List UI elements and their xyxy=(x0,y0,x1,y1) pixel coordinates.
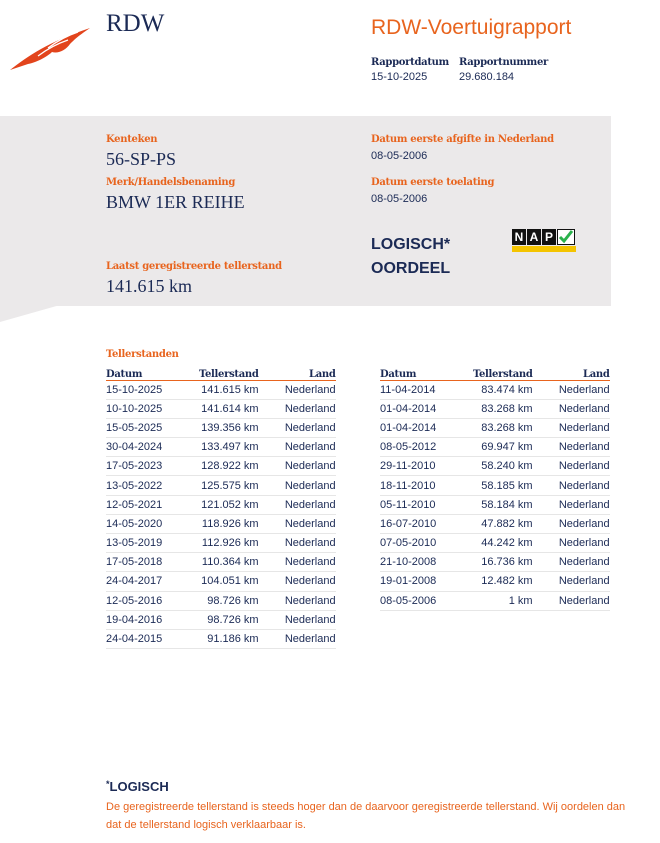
table-row xyxy=(106,629,336,648)
table-row xyxy=(106,457,336,476)
table-row xyxy=(106,399,336,418)
cell-land: Nederland xyxy=(533,438,610,457)
rdw-logo-icon xyxy=(8,26,92,72)
report-number-block xyxy=(459,57,548,83)
cell-date: 08-05-2012 xyxy=(380,438,473,457)
nap-letter-n: N xyxy=(512,229,526,245)
cell-km: 1 km xyxy=(473,591,533,610)
header-land: Land xyxy=(259,364,336,380)
cell-date: 24-04-2017 xyxy=(106,572,199,591)
first-admission-label: Datum eerste toelating xyxy=(371,177,495,188)
cell-km: 58.185 km xyxy=(473,476,533,495)
footnote-title xyxy=(106,779,169,794)
table-row xyxy=(106,476,336,495)
cell-land: Nederland xyxy=(259,591,336,610)
first-admission-field xyxy=(371,177,494,205)
cell-km: 98.726 km xyxy=(199,591,259,610)
nap-letter-a: A xyxy=(527,229,541,245)
cell-km: 12.482 km xyxy=(473,572,533,591)
cell-date: 17-05-2023 xyxy=(106,457,199,476)
first-nl-field xyxy=(371,134,554,162)
check-icon xyxy=(557,229,575,245)
cell-km: 91.186 km xyxy=(199,629,259,648)
table-row xyxy=(106,591,336,610)
cell-km: 141.614 km xyxy=(199,399,259,418)
cell-km: 125.575 km xyxy=(199,476,259,495)
table-row xyxy=(380,457,610,476)
table-row xyxy=(106,495,336,514)
cell-land: Nederland xyxy=(259,476,336,495)
first-nl-value: 08-05-2006 xyxy=(371,150,428,162)
odometer-field xyxy=(106,261,282,297)
table-row xyxy=(106,572,336,591)
table-row xyxy=(380,476,610,495)
table-row xyxy=(106,514,336,533)
footnote-heading: LOGISCH xyxy=(109,779,169,794)
cell-land: Nederland xyxy=(259,380,336,399)
cell-km: 133.497 km xyxy=(199,438,259,457)
panel-corner xyxy=(0,305,60,322)
cell-km: 128.922 km xyxy=(199,457,259,476)
cell-land: Nederland xyxy=(533,418,610,437)
cell-date: 13-05-2022 xyxy=(106,476,199,495)
cell-date: 30-04-2024 xyxy=(106,438,199,457)
report-number-value: 29.680.184 xyxy=(459,71,515,83)
table-row xyxy=(380,591,610,610)
cell-km: 69.947 km xyxy=(473,438,533,457)
table-row xyxy=(380,514,610,533)
cell-date: 01-04-2014 xyxy=(380,418,473,437)
cell-km: 83.268 km xyxy=(473,418,533,437)
table-row xyxy=(380,380,610,399)
report-number-label: Rapportnummer xyxy=(459,57,548,68)
plate-value: 56-SP-PS xyxy=(106,149,177,169)
cell-km: 141.615 km xyxy=(199,380,259,399)
table-row xyxy=(106,553,336,572)
report-date-value: 15-10-2025 xyxy=(371,71,428,83)
make-value: BMW 1ER REIHE xyxy=(106,192,245,212)
cell-land: Nederland xyxy=(259,610,336,629)
readings-title: Tellerstanden xyxy=(106,349,179,360)
cell-date: 13-05-2019 xyxy=(106,534,199,553)
cell-km: 47.882 km xyxy=(473,514,533,533)
table-row xyxy=(106,418,336,437)
header-date: Datum xyxy=(380,364,473,380)
cell-km: 44.242 km xyxy=(473,534,533,553)
cell-land: Nederland xyxy=(259,457,336,476)
cell-date: 19-01-2008 xyxy=(380,572,473,591)
cell-date: 14-05-2020 xyxy=(106,514,199,533)
table-row xyxy=(106,610,336,629)
cell-land: Nederland xyxy=(533,591,610,610)
cell-land: Nederland xyxy=(533,380,610,399)
table-row xyxy=(106,380,336,399)
make-label: Merk/Handelsbenaming xyxy=(106,177,236,188)
table-row xyxy=(380,418,610,437)
table-row xyxy=(380,534,610,553)
brand-name: RDW xyxy=(106,10,165,37)
cell-date: 29-11-2010 xyxy=(380,457,473,476)
first-nl-label: Datum eerste afgifte in Nederland xyxy=(371,134,554,145)
cell-date: 24-04-2015 xyxy=(106,629,199,648)
cell-land: Nederland xyxy=(533,514,610,533)
readings-table-left xyxy=(106,364,336,649)
header-date: Datum xyxy=(106,364,199,380)
cell-land: Nederland xyxy=(533,495,610,514)
cell-land: Nederland xyxy=(533,399,610,418)
cell-date: 07-05-2010 xyxy=(380,534,473,553)
cell-date: 19-04-2016 xyxy=(106,610,199,629)
first-admission-value: 08-05-2006 xyxy=(371,193,428,205)
readings-table-right xyxy=(380,364,610,611)
cell-land: Nederland xyxy=(533,572,610,591)
header-land: Land xyxy=(533,364,610,380)
nap-bar xyxy=(512,246,576,252)
cell-land: Nederland xyxy=(533,553,610,572)
table-row xyxy=(380,438,610,457)
odometer-value: 141.615 km xyxy=(106,276,193,296)
cell-date: 18-11-2010 xyxy=(380,476,473,495)
cell-date: 16-07-2010 xyxy=(380,514,473,533)
cell-km: 118.926 km xyxy=(199,514,259,533)
cell-land: Nederland xyxy=(259,418,336,437)
nap-letter-p: P xyxy=(542,229,556,245)
cell-km: 16.736 km xyxy=(473,553,533,572)
cell-date: 15-10-2025 xyxy=(106,380,199,399)
cell-date: 17-05-2018 xyxy=(106,553,199,572)
table-row xyxy=(380,495,610,514)
cell-km: 139.356 km xyxy=(199,418,259,437)
cell-km: 110.364 km xyxy=(199,553,259,572)
cell-land: Nederland xyxy=(259,572,336,591)
cell-km: 58.184 km xyxy=(473,495,533,514)
cell-km: 98.726 km xyxy=(199,610,259,629)
cell-date: 05-11-2010 xyxy=(380,495,473,514)
cell-km: 58.240 km xyxy=(473,457,533,476)
cell-date: 10-10-2025 xyxy=(106,399,199,418)
cell-date: 11-04-2014 xyxy=(380,380,473,399)
table-row xyxy=(380,572,610,591)
cell-km: 83.474 km xyxy=(473,380,533,399)
cell-land: Nederland xyxy=(533,476,610,495)
cell-land: Nederland xyxy=(259,629,336,648)
plate-field xyxy=(106,134,176,170)
table-row xyxy=(380,399,610,418)
cell-date: 21-10-2008 xyxy=(380,553,473,572)
cell-km: 112.926 km xyxy=(199,534,259,553)
report-title: RDW-Voertuigrapport xyxy=(371,16,572,39)
cell-date: 15-05-2025 xyxy=(106,418,199,437)
odometer-label: Laatst geregistreerde tellerstand xyxy=(106,261,282,272)
plate-label: Kenteken xyxy=(106,134,158,145)
cell-date: 12-05-2016 xyxy=(106,591,199,610)
cell-land: Nederland xyxy=(533,457,610,476)
verdict-line-1: LOGISCH* xyxy=(371,236,451,253)
cell-land: Nederland xyxy=(259,514,336,533)
cell-date: 08-05-2006 xyxy=(380,591,473,610)
cell-date: 12-05-2021 xyxy=(106,495,199,514)
verdict-line-2: OORDEEL xyxy=(371,260,451,277)
table-row xyxy=(380,553,610,572)
footnote-star: * xyxy=(106,779,110,789)
report-date-block xyxy=(371,57,449,83)
cell-land: Nederland xyxy=(259,399,336,418)
table-row xyxy=(106,438,336,457)
cell-land: Nederland xyxy=(259,495,336,514)
cell-km: 104.051 km xyxy=(199,572,259,591)
cell-km: 121.052 km xyxy=(199,495,259,514)
make-field xyxy=(106,177,245,213)
nap-logo xyxy=(512,229,577,254)
header-km: Tellerstand xyxy=(473,364,533,380)
header-km: Tellerstand xyxy=(199,364,259,380)
verdict xyxy=(371,233,450,281)
footnote-text: De geregistreerde tellerstand is steeds hoger dan de daarvoor geregistreerde tellerstand. Wij oordelen dan dat de tellerstand logisch verklaarbaar is. xyxy=(106,801,626,831)
table-row xyxy=(106,534,336,553)
cell-land: Nederland xyxy=(533,534,610,553)
cell-land: Nederland xyxy=(259,534,336,553)
cell-land: Nederland xyxy=(259,553,336,572)
report-date-label: Rapportdatum xyxy=(371,57,449,68)
cell-date: 01-04-2014 xyxy=(380,399,473,418)
cell-land: Nederland xyxy=(259,438,336,457)
cell-km: 83.268 km xyxy=(473,399,533,418)
